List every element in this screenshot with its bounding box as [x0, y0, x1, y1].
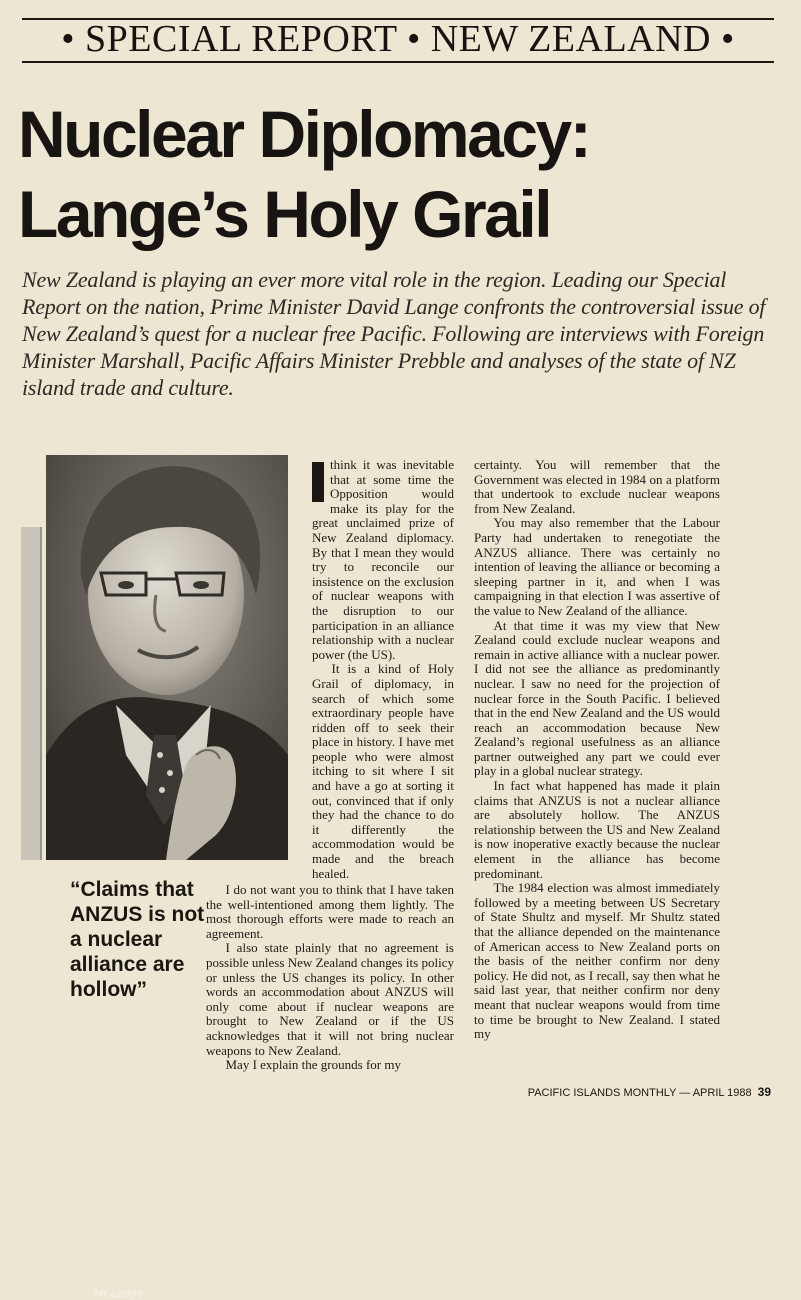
article-column-2	[474, 458, 720, 1042]
paragraph: think it was inevitable that at some time the Opposition would make its play for the great unclaimed prize of New Zealand diplomacy. By that I mean they would try to reconcile our insistence on the exclusion of nuclear weapons with the disruption to our participation in an alliance relationship with a nuclear power (the US).	[312, 457, 454, 662]
page-footer	[528, 1085, 771, 1099]
page-number: 39	[757, 1085, 771, 1099]
standfirst: New Zealand is playing an ever more vital role in the region. Leading our Special Report on the nation, Prime Minister David Lange confronts the controversial issue of New Zealand’s quest for a nuclear free Pacific. Following are interviews with Foreign Minister Marshall, Pacific Affairs Minister Prebble and analyses of the state of NZ island trade and culture.	[22, 267, 766, 400]
article-column-1-lower	[206, 883, 454, 1073]
sidebar-gray-bar	[21, 527, 40, 860]
headline-line-1: Nuclear Diplomacy:	[18, 97, 590, 171]
paragraph: It is a kind of Holy Grail of diplomacy, in search of which some extraordinary people have ridden off to seek their place in history. I have met people who were almost itching to sit where I sit and have a go at sorting it out, convinced that if only they had the chance to do it differently the accommodation would be made and the breach healed.	[312, 661, 454, 881]
paragraph: I also state plainly that no agreement is possible unless New Zealand changes its policy or unless the US changes its policy. In other words an accommodation about ANZUS will only come about if nuclear weapons are brought to New Zealand or if the US acknowledges that it will not bring nuclear weapons to New Zealand.	[206, 940, 454, 1058]
photo-caption: Mr Lange	[94, 1288, 143, 1300]
paragraph: At that time it was my view that New Zealand could exclude nuclear weapons and remain in active alliance with a nuclear power. I did not see the alliance as predominantly nuclear. I saw no need for the projection of nuclear force in the South Pacific. I believed that in the end New Zealand and the US would reach an accommodation because New Zealand’s regional usefulness as an alliance partner outweighed any part we could ever play in a global nuclear strategy.	[474, 617, 720, 779]
article-column-1	[312, 458, 454, 881]
portrait-illustration	[46, 455, 288, 860]
paragraph: The 1984 election was almost immediately followed by a meeting between US Secretary of State Shultz and myself. Mr Shultz stated that the alliance depended on the maintenance of American access to New Zealand ports on the basis of the neither confirm nor deny policy. He did not, as I recall, say then what he said last year, that neither confirm nor deny meant that nuclear weapons would from time to time be brought to New Zealand. I stated my	[474, 880, 720, 1042]
section-kicker: • SPECIAL REPORT • NEW ZEALAND •	[61, 18, 735, 60]
paragraph: You may also remember that the Labour Party had undertaken to renegotiate the ANZUS alliance. There was certainly no intention of leaving the alliance or becoming a sleeping partner in it, and when I was campaigning in that election I was assertive of the value to New Zealand of the alliance.	[474, 515, 720, 618]
paragraph: May I explain the grounds for my	[225, 1057, 401, 1073]
kicker-bottom-rule	[22, 61, 774, 63]
headline	[18, 94, 778, 254]
drop-cap-bar	[312, 462, 324, 502]
headline-line-2: Lange’s Holy Grail	[18, 177, 551, 251]
publication-line: PACIFIC ISLANDS MONTHLY — APRIL 1988	[527, 1087, 752, 1099]
paragraph: In fact what happened has made it plain claims that ANZUS is not a nuclear alliance are absolutely hollow. The ANZUS relationship between the US and New Zealand is now inoperative exactly because the nuclear element in the alliance has become predominant.	[474, 778, 720, 881]
sidebar-gray-line	[40, 527, 42, 860]
paragraph: certainty. You will remember that the Government was elected in 1984 on a platform that undertook to exclude nuclear weapons from New Zealand.	[474, 457, 720, 516]
paragraph: I do not want you to think that I have taken the well-intentioned among them lightly. The most thorough efforts were made to reach an agreement.	[206, 882, 454, 941]
pull-quote: “Claims that ANZUS is not a nuclear alliance are hollow”	[70, 878, 205, 1001]
